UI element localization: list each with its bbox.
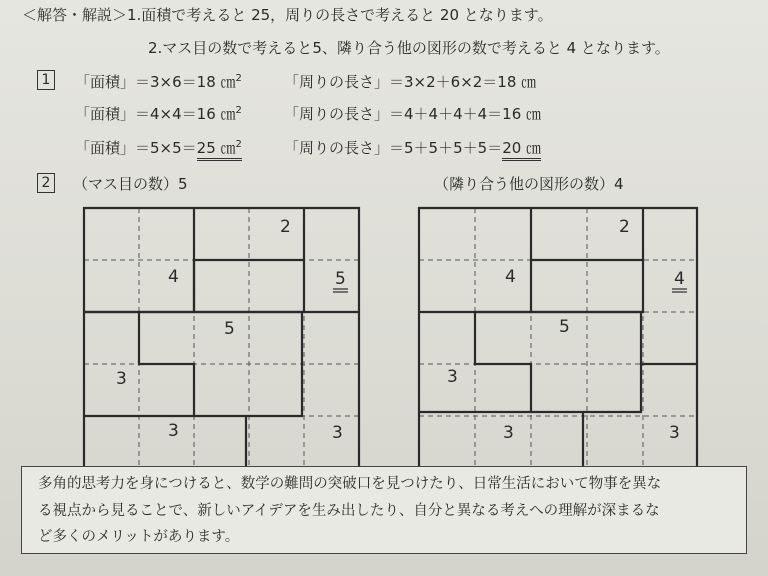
left-grid-number-7: 3 bbox=[332, 423, 343, 443]
q1-row-3-area bbox=[75, 137, 242, 158]
right-grid-number-7: 3 bbox=[669, 423, 680, 443]
right-grid-caption: （隣り合う他の図形の数）4 bbox=[434, 175, 624, 193]
question-1-number: 1 bbox=[37, 70, 55, 90]
right-grid-number-3: 4 bbox=[674, 269, 685, 289]
left-grid-caption: （マス目の数）5 bbox=[73, 175, 188, 193]
right-grid-dashed-lines bbox=[419, 208, 697, 468]
answer-heading-line1: ＜解答・解説＞1.面積で考えると 25，周りの長さで考えると 20 となります。 bbox=[22, 6, 553, 24]
right-grid-number-4: 5 bbox=[559, 317, 570, 337]
q1-row-2-area-text: 「面積」＝4×4＝16 ㎝ bbox=[75, 105, 236, 123]
q1-row-2-area bbox=[75, 103, 242, 124]
left-grid-dashed-lines bbox=[84, 208, 359, 468]
q1-row-3-perimeter-answer: 20 ㎝ bbox=[502, 139, 541, 161]
q1-row-1-perimeter: 「周りの長さ」＝3×2＋6×2＝18 ㎝ bbox=[284, 73, 537, 91]
left-grid-number-3: 5 bbox=[335, 269, 346, 289]
q1-row-2-area-sup: 2 bbox=[235, 105, 242, 116]
q1-row-3-area-sup: 2 bbox=[235, 139, 242, 150]
q1-row-3-area-text: 「面積」＝5×5＝ bbox=[75, 139, 197, 157]
right-grid-number-5: 3 bbox=[447, 367, 458, 387]
note-line-3: ど多くのメリットがあります。 bbox=[38, 529, 240, 545]
q1-row-1-area-text: 「面積」＝3×6＝18 ㎝ bbox=[75, 73, 236, 91]
left-grid-number-5: 3 bbox=[116, 369, 127, 389]
q1-row-1-area-sup: 2 bbox=[235, 73, 242, 84]
question-2-number: 2 bbox=[37, 173, 55, 193]
right-grid-number-6: 3 bbox=[503, 423, 514, 443]
q1-row-2-perimeter: 「周りの長さ」＝4＋4＋4＋4＝16 ㎝ bbox=[284, 105, 542, 123]
q1-row-3-perimeter-text: 「周りの長さ」＝5＋5＋5＋5＝ bbox=[284, 139, 503, 157]
right-puzzle-grid bbox=[419, 208, 704, 468]
left-grid-number-4: 5 bbox=[224, 319, 235, 339]
explanation-note-box bbox=[21, 466, 747, 554]
note-line-1: 多角的思考力を身につけると、数学の難問の突破口を見つけたり、日常生活において物事を異な bbox=[38, 476, 662, 492]
right-grid-number-2: 4 bbox=[505, 267, 516, 287]
q1-row-3-perimeter bbox=[284, 137, 541, 158]
left-grid-number-1: 2 bbox=[280, 217, 291, 237]
answer-heading-line2: 2.マス目の数で考えると5、隣り合う他の図形の数で考えると 4 となります。 bbox=[148, 39, 670, 57]
right-grid-number-1: 2 bbox=[619, 217, 630, 237]
note-line-2: る視点から見ることで、新しいアイデアを生み出したり、自分と異なる考えへの理解が深まるな bbox=[38, 503, 660, 519]
q1-row-3-area-answer bbox=[197, 139, 242, 161]
right-grid-region-borders bbox=[419, 208, 697, 468]
left-grid-number-2: 4 bbox=[168, 267, 179, 287]
left-grid-region-borders bbox=[84, 208, 359, 468]
left-grid-number-6: 3 bbox=[168, 421, 179, 441]
q1-row-1-area bbox=[75, 71, 242, 92]
q1-row-3-area-answer-text: 25 ㎝ bbox=[196, 139, 236, 157]
left-puzzle-grid bbox=[84, 208, 364, 468]
